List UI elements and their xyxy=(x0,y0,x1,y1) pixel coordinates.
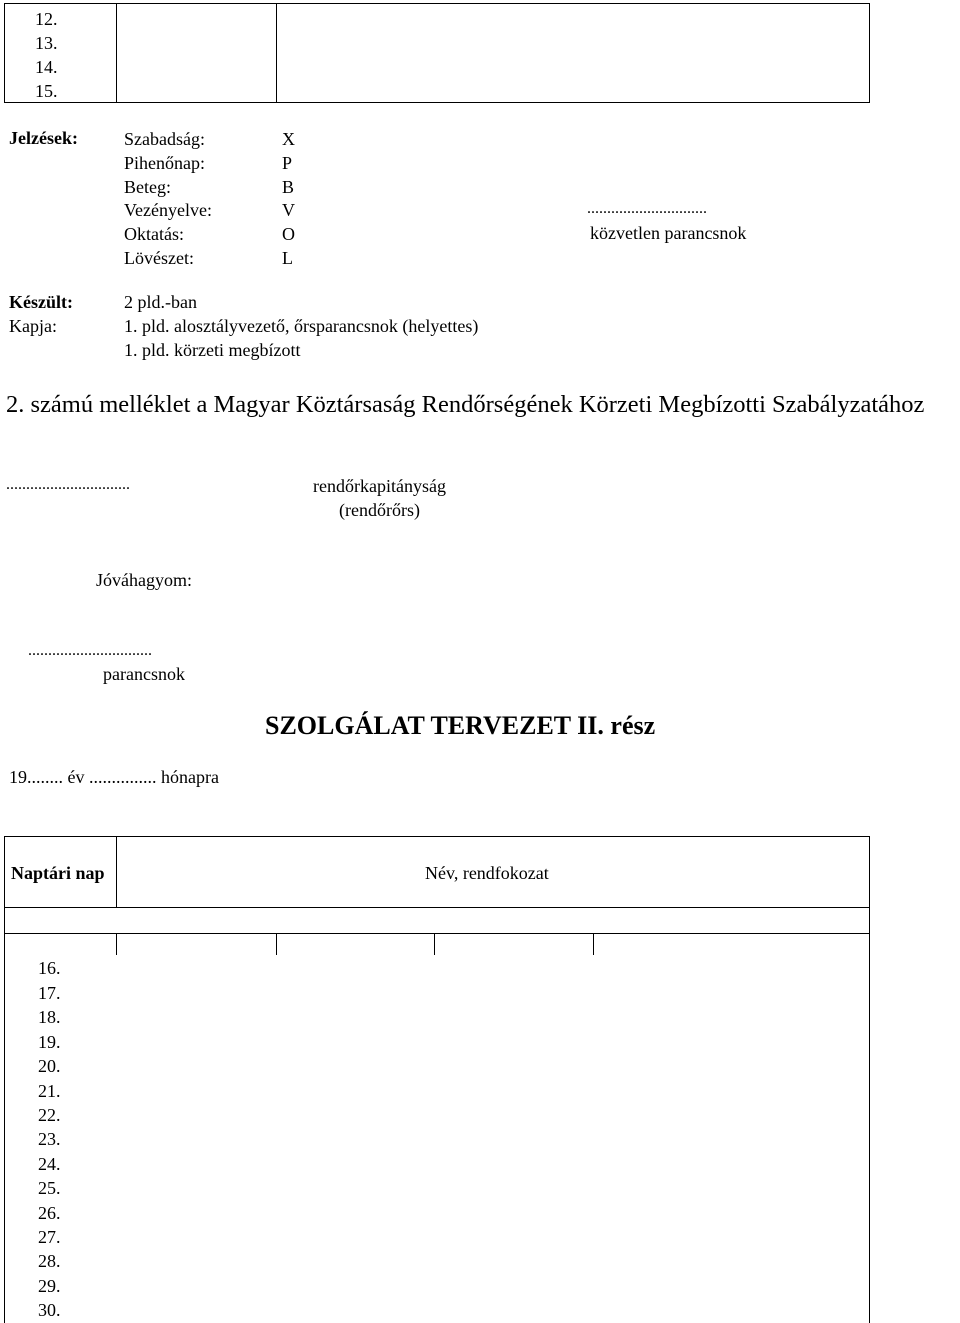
legend-label: Beteg: xyxy=(124,177,171,197)
legend-item xyxy=(0,177,960,201)
day-number: 19. xyxy=(38,1032,61,1052)
office-dots: ............................... xyxy=(6,476,130,493)
day-number: 25. xyxy=(38,1178,61,1198)
day-number: 26. xyxy=(38,1203,61,1223)
recipient-line: 1. pld. alosztályvezető, őrsparancsnok (helyettes) xyxy=(124,316,479,336)
roster-name-row xyxy=(4,907,870,934)
legend-item xyxy=(0,224,960,248)
day-number: 27. xyxy=(38,1227,61,1247)
commander-role: parancsnok xyxy=(103,664,185,684)
legend-item xyxy=(0,153,960,177)
legend-code: O xyxy=(282,224,295,244)
legend-item xyxy=(0,129,960,153)
legend-code: B xyxy=(282,177,295,197)
legend-code: V xyxy=(282,200,295,220)
day-number: 30. xyxy=(38,1300,61,1320)
day-number: 18. xyxy=(38,1007,61,1027)
recipient-line: 1. pld. körzeti megbízott xyxy=(124,340,301,360)
day-number: 14. xyxy=(35,57,58,77)
day-number: 13. xyxy=(35,33,58,53)
legend-item xyxy=(0,248,960,272)
day-number: 23. xyxy=(38,1129,61,1149)
day-column-header: Naptári nap xyxy=(11,863,105,883)
commander-dots: ............................... xyxy=(28,642,152,659)
legend-label: Lövészet: xyxy=(124,248,194,268)
annex-headline: 2. számú melléklet a Magyar Köztársaság Rendőrségének Körzeti Megbízotti Szabályzatához xyxy=(6,391,925,418)
day-number: 15. xyxy=(35,81,58,101)
day-number: 21. xyxy=(38,1081,61,1101)
legend-label: Szabadság: xyxy=(124,129,205,149)
legend-code: L xyxy=(282,248,293,268)
column-divider xyxy=(276,933,277,955)
day-number: 22. xyxy=(38,1105,61,1125)
day-number: 12. xyxy=(35,9,58,29)
day-number: 24. xyxy=(38,1154,61,1174)
legend-code: X xyxy=(282,129,295,149)
roster-header-row xyxy=(4,836,870,908)
day-number: 20. xyxy=(38,1056,61,1076)
legend-item xyxy=(0,200,960,224)
legend-label: Oktatás: xyxy=(124,224,184,244)
day-number: 16. xyxy=(38,958,61,978)
plan-title: SZOLGÁLAT TERVEZET II. rész xyxy=(265,711,656,740)
legend-label: Pihenőnap: xyxy=(124,153,205,173)
roster-body xyxy=(4,933,870,1323)
made-value: 2 pld.-ban xyxy=(124,292,197,312)
column-divider xyxy=(116,4,117,102)
day-number: 17. xyxy=(38,983,61,1003)
signature-role: közvetlen parancsnok xyxy=(590,223,747,243)
legend-code: P xyxy=(282,153,293,173)
column-divider xyxy=(116,933,117,955)
column-divider xyxy=(276,4,277,102)
day-number: 29. xyxy=(38,1276,61,1296)
column-divider xyxy=(434,933,435,955)
office-alt: (rendőrőrs) xyxy=(339,500,420,520)
approval-label: Jóváhagyom: xyxy=(96,570,192,590)
period-line: 19........ év ............... hónapra xyxy=(9,767,219,787)
name-column-header: Név, rendfokozat xyxy=(425,863,549,883)
legend-title: Jelzések: xyxy=(9,128,78,148)
made-label: Készült: xyxy=(9,292,73,312)
top-roster-table xyxy=(4,3,870,103)
recipients-label: Kapja: xyxy=(9,316,57,336)
column-divider xyxy=(593,933,594,955)
column-divider xyxy=(116,837,117,907)
legend-label: Vezényelve: xyxy=(124,200,212,220)
signature-line: .............................. xyxy=(587,200,707,217)
day-number: 28. xyxy=(38,1251,61,1271)
office-name: rendőrkapitányság xyxy=(313,476,446,496)
